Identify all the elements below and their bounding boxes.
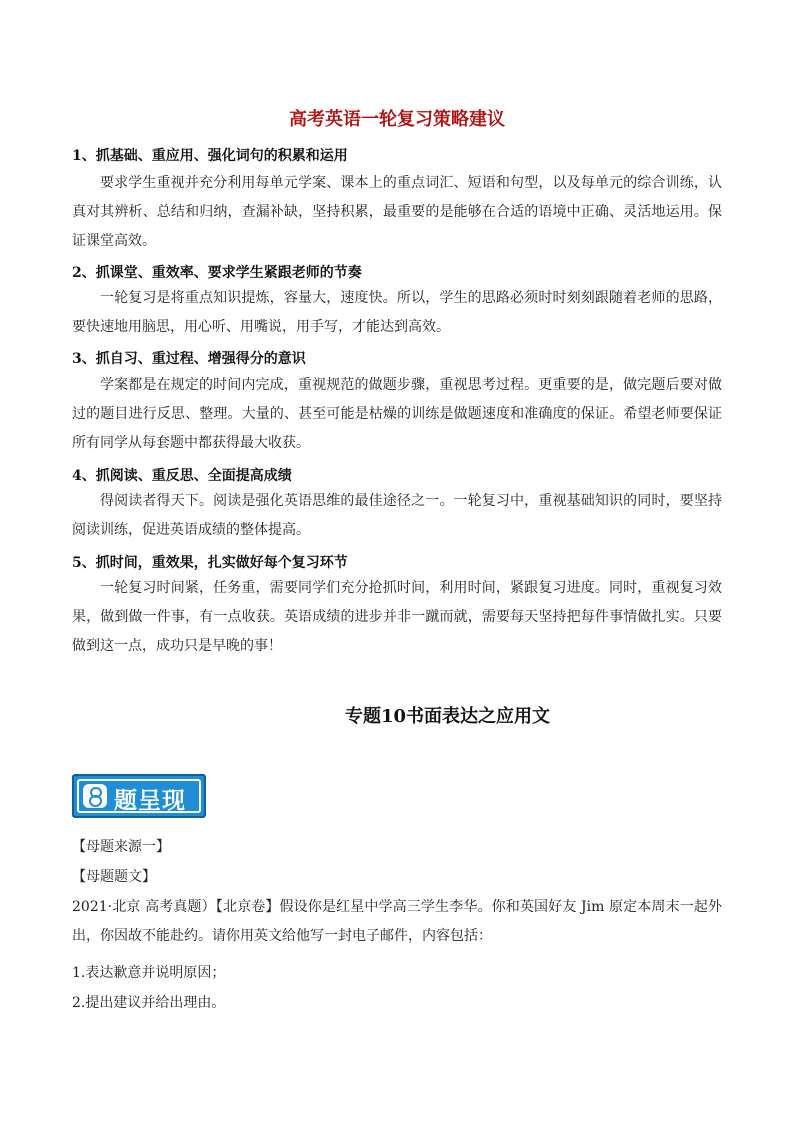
section-heading-3: 3、抓自习、重过程、增强得分的意识 bbox=[72, 351, 306, 367]
source-label: 【母题来源一】 bbox=[72, 839, 170, 855]
number-8-icon bbox=[83, 784, 107, 808]
list-item-2: 2.提出建议并给出理由。 bbox=[72, 995, 226, 1011]
question-text: 2021·北京 高考真题）【北京卷】假设你是红星中学高三学生李华。你和英国好友 Jim 原定本周末一起外出，你因故不能赴约。请你用英文给他写一封电子邮件，内容包括： bbox=[72, 899, 722, 944]
list-item-1: 1.表达歉意并说明原因； bbox=[72, 965, 226, 981]
topic-title: 专题10书面表达之应用文 bbox=[345, 706, 551, 727]
section-text-1: 要求学生重视并充分利用每单元学案、课本上的重点词汇、短语和句型，以及每单元的综合训练，认真对其辨析、总结和归纳，查漏补缺，坚持积累，最重要的是能够在合适的语境中正确、灵活地运用。保证课堂高效。 bbox=[72, 175, 722, 249]
section-text-3: 学案都是在规定的时间内完成，重视规范的做题步骤，重视思考过程。更重要的是，做完题后要对做过的题目进行反思、整理。大量的、甚至可能是枯燥的训练是做题速度和准确度的保证。希望老师要保证所有同学从每套题中都获得最大收获。 bbox=[72, 377, 722, 451]
section-text-2: 一轮复习是将重点知识提炼，容量大，速度快。所以，学生的思路必须时时刻刻跟随着老师的思路，要快速地用脑思，用心听、用嘴说，用手写，才能达到高效。 bbox=[72, 290, 722, 335]
section-heading-5: 5、抓时间，重效果，扎实做好每个复习环节 bbox=[72, 555, 348, 571]
document-title: 高考英语一轮复习策略建议 bbox=[289, 109, 505, 130]
section-heading-1: 1、抓基础、重应用、强化词句的积累和运用 bbox=[72, 148, 348, 164]
question-label: 【母题题文】 bbox=[72, 869, 156, 885]
section-heading-2: 2、抓课堂、重效率、要求学生紧跟老师的节奏 bbox=[72, 265, 362, 281]
section-text-5: 一轮复习时间紧，任务重，需要同学们充分抢抓时间，利用时间，紧跟复习进度。同时，重视复习效果，做到做一件事，有一点收获。英语成绩的进步并非一蹴而就，需要每天坚持把每件事情做扎实。只要做到这一点，成功只是早晚的事！ bbox=[72, 580, 722, 654]
section-text-4: 得阅读者得天下。阅读是强化英语思维的最佳途径之一。一轮复习中，重视基础知识的同时，要坚持阅读训练，促进英语成绩的整体提高。 bbox=[72, 493, 722, 538]
section-heading-4: 4、抓阅读、重反思、全面提高成绩 bbox=[72, 468, 292, 484]
question-banner bbox=[72, 774, 206, 818]
banner-text: 题呈现 bbox=[114, 788, 186, 814]
